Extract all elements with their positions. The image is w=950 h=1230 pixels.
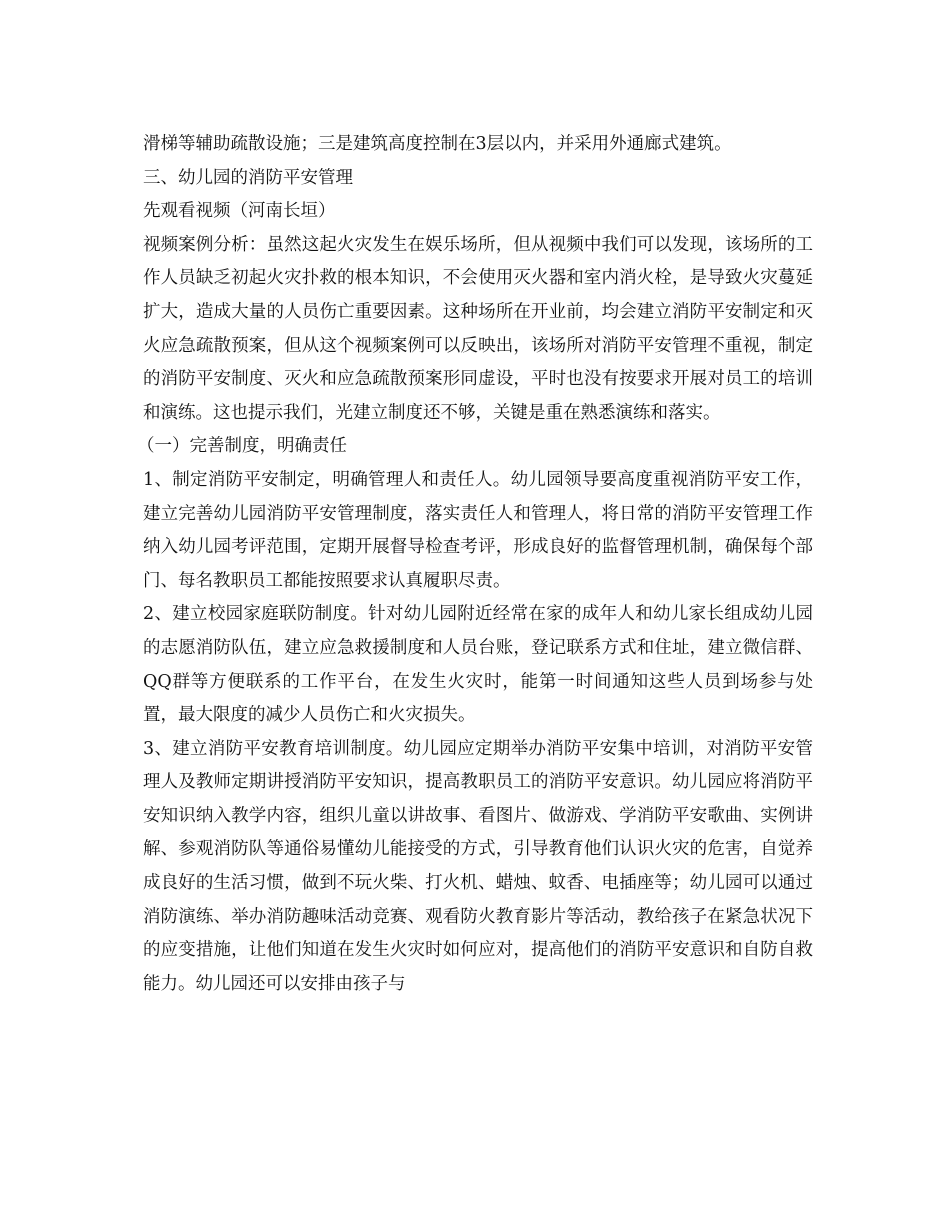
subsection-heading: （一）完善制度，明确责任: [137, 436, 347, 457]
paragraph-continuation: 滑梯等辅助疏散设施；三是建筑高度控制在3层以内，并采用外通廊式建筑。: [143, 134, 732, 154]
paragraph-item-3: 3、建立消防平安教育培训制度。幼儿园应定期举办消防平安集中培训，对消防平安管理人及教师定期讲授消防平安知识，提高教职员工的消防平安意识。幼儿园应将消防平安知识纳入教学内容，组织儿童以讲故事、看图片、做游戏、学消防平安歌曲、实例讲解、参观消防队等通俗易懂幼儿能接受的方式，引导教育他们认识火灾的危害，自觉养成良好的生活习惯，做到不玩火柴、打火机、蜡烛、蚊香、电插座等；幼儿园可以通过消防演练、举办消防趣味活动竞赛、观看防火教育影片等活动，教给孩子在紧急状况下的应变措施，让他们知道在发生火灾时如何应对，提高他们的消防平安意识和自防自救能力。幼儿园还可以安排由孩子与: [143, 738, 813, 994]
paragraph-item-1: 1、制定消防平安制定，明确管理人和责任人。幼儿园领导要高度重视消防平安工作，建立完善幼儿园消防平安管理制度，落实责任人和管理人，将日常的消防平安管理工作纳入幼儿园考评范围，定期开展督导检查考评，形成良好的监督管理机制，确保每个部门、每名教职员工都能按照要求认真履职尽责。: [143, 469, 813, 591]
paragraph-case-analysis: 视频案例分析：虽然这起火灾发生在娱乐场所，但从视频中我们可以发现，该场所的工作人员缺乏初起火灾扑救的根本知识，不会使用灭火器和室内消火栓，是导致火灾蔓延扩大，造成大量的人员伤亡重要因素。这种场所在开业前，均会建立消防平安制定和灭火应急疏散预案，但从这个视频案例可以反映出，该场所对消防平安管理不重视，制定的消防平安制度、灭火和应急疏散预案形同虚设，平时也没有按要求开展对员工的培训和演练。这也提示我们，光建立制度还不够，关键是重在熟悉演练和落实。: [143, 234, 813, 423]
section-heading: 三、幼儿园的消防平安管理: [143, 167, 353, 188]
paragraph-item-2: 2、建立校园家庭联防制度。针对幼儿园附近经常在家的成年人和幼儿家长组成幼儿园的志愿消防队伍，建立应急救援制度和人员台账，登记联系方式和住址，建立微信群、QQ群等方便联系的工作平台，在发生火灾时，能第一时间通知这些人员到场参与处置，最大限度的减少人员伤亡和火灾损失。: [143, 604, 813, 726]
video-note: 先观看视频（河南长垣）: [143, 201, 336, 222]
document-body: [137, 128, 813, 1001]
